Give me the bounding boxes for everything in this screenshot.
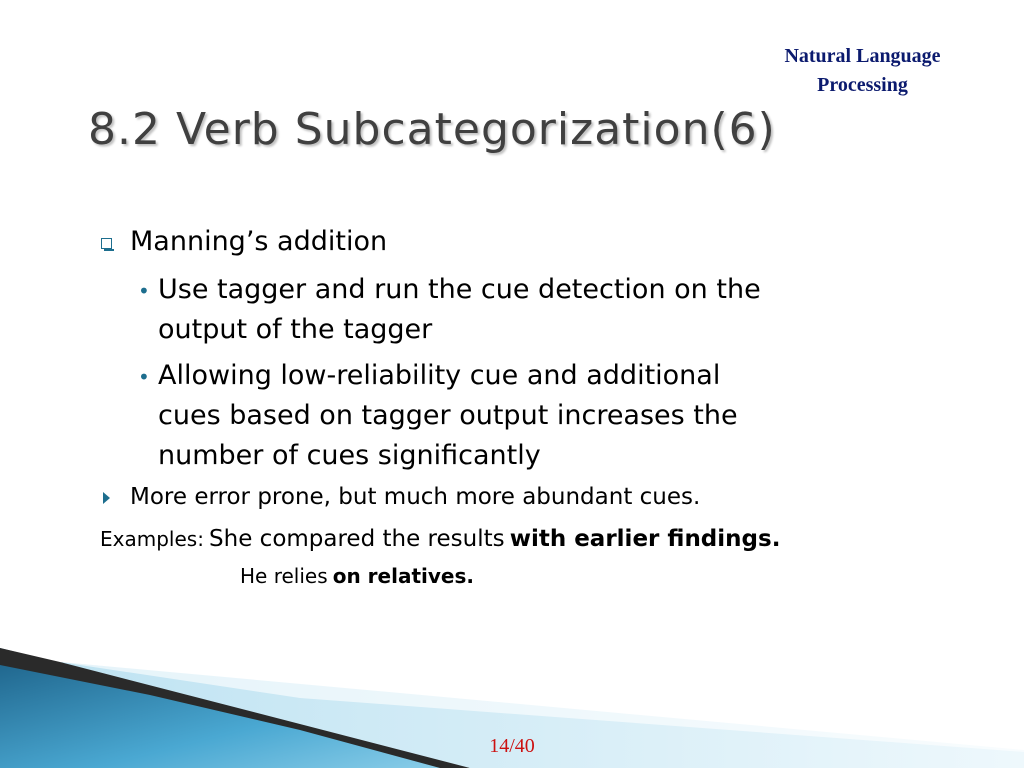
sub-bullet-low-reliability-line1: Allowing low-reliability cue and additional	[158, 360, 721, 391]
course-title-line2: Processing	[817, 74, 908, 96]
page-number: 14/40	[489, 735, 535, 757]
bullet-more-error-prone: More error prone, but much more abundant cues.	[130, 484, 701, 510]
sub-bullet-tagger-line1: Use tagger and run the cue detection on the	[158, 274, 761, 305]
example1-plain: She compared the results	[209, 526, 505, 552]
sub-bullet-tagger	[158, 270, 918, 350]
slide-title: 8.2 Verb Subcategorization(6)	[88, 104, 776, 155]
example2-bold: on relatives.	[332, 564, 474, 588]
example2-plain: He relies	[240, 564, 328, 588]
examples-label: Examples:	[100, 527, 204, 551]
square-bullet-icon	[101, 238, 112, 249]
bullet-mannings-addition: Manning’s addition	[130, 226, 388, 257]
sub-bullet-low-reliability-line2: cues based on tagger output increases the	[158, 400, 738, 431]
sub-bullet-tagger-line2: output of the tagger	[158, 314, 433, 345]
dot-bullet-icon: •	[138, 279, 150, 303]
sub-bullet-low-reliability-line3: number of cues significantly	[158, 440, 541, 471]
course-title	[740, 42, 985, 100]
example1-bold: with earlier findings.	[509, 526, 781, 552]
dot-bullet-icon: •	[138, 365, 150, 389]
course-title-line1: Natural Language	[784, 45, 941, 67]
example2-line	[240, 564, 474, 588]
sub-bullet-low-reliability	[158, 356, 918, 476]
examples-line	[100, 526, 780, 552]
arrow-bullet-icon	[103, 492, 110, 504]
